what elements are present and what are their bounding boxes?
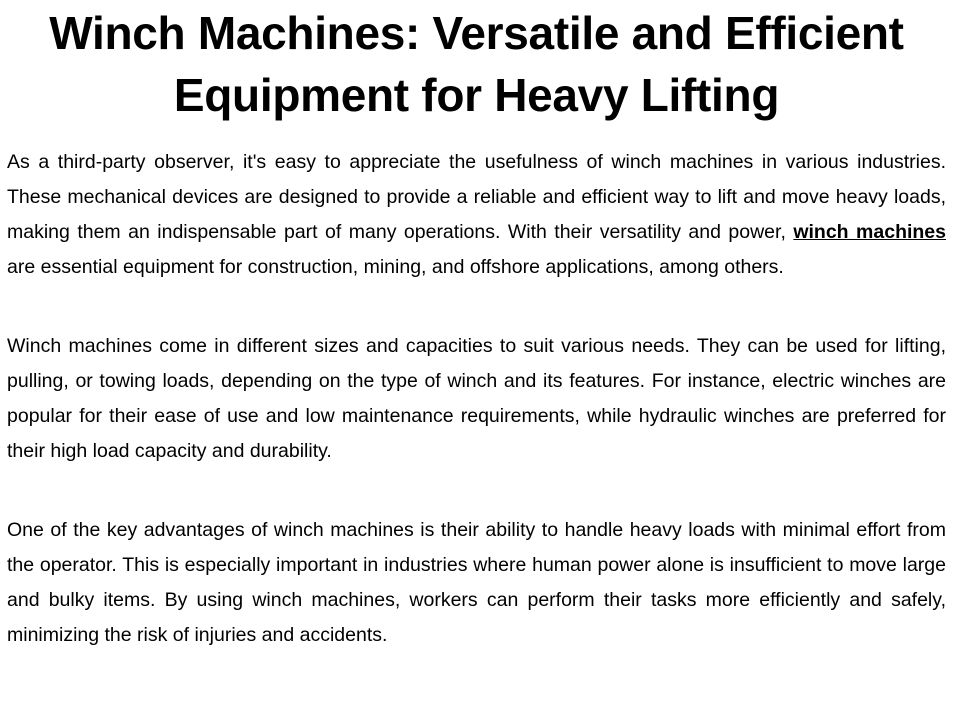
winch-machines-link[interactable]: winch machines	[793, 221, 946, 243]
paragraph-intro-text-after: are essential equipment for construction, mining, and offshore applications, among others.	[7, 256, 784, 278]
paragraph-advantages: One of the key advantages of winch machines is their ability to handle heavy loads with minimal effort from the operator. This is especially important in industries where human power alone is insufficient to move large and bulky items. By using winch machines, workers can perform their tasks more efficiently and safely, minimizing the risk of injuries and accidents.	[7, 519, 946, 646]
paragraph-types: Winch machines come in different sizes and capacities to suit various needs. They can be used for lifting, pulling, or towing loads, depending on the type of winch and its features. For instance, electric winches are popular for their ease of use and low maintenance requirements, while hydraulic winches are preferred for their high load capacity and durability.	[7, 335, 946, 462]
paragraph-intro-text-before: As a third-party observer, it's easy to appreciate the usefulness of winch machines in various industries. These mechanical devices are designed to provide a reliable and efficient way to lift and move heavy loads, making them an indispensable part of many operations. With their versatility and power,	[7, 151, 946, 243]
page-title: Winch Machines: Versatile and Efficient Equipment for Heavy Lifting	[49, 7, 904, 121]
paragraph-intro	[7, 145, 946, 285]
